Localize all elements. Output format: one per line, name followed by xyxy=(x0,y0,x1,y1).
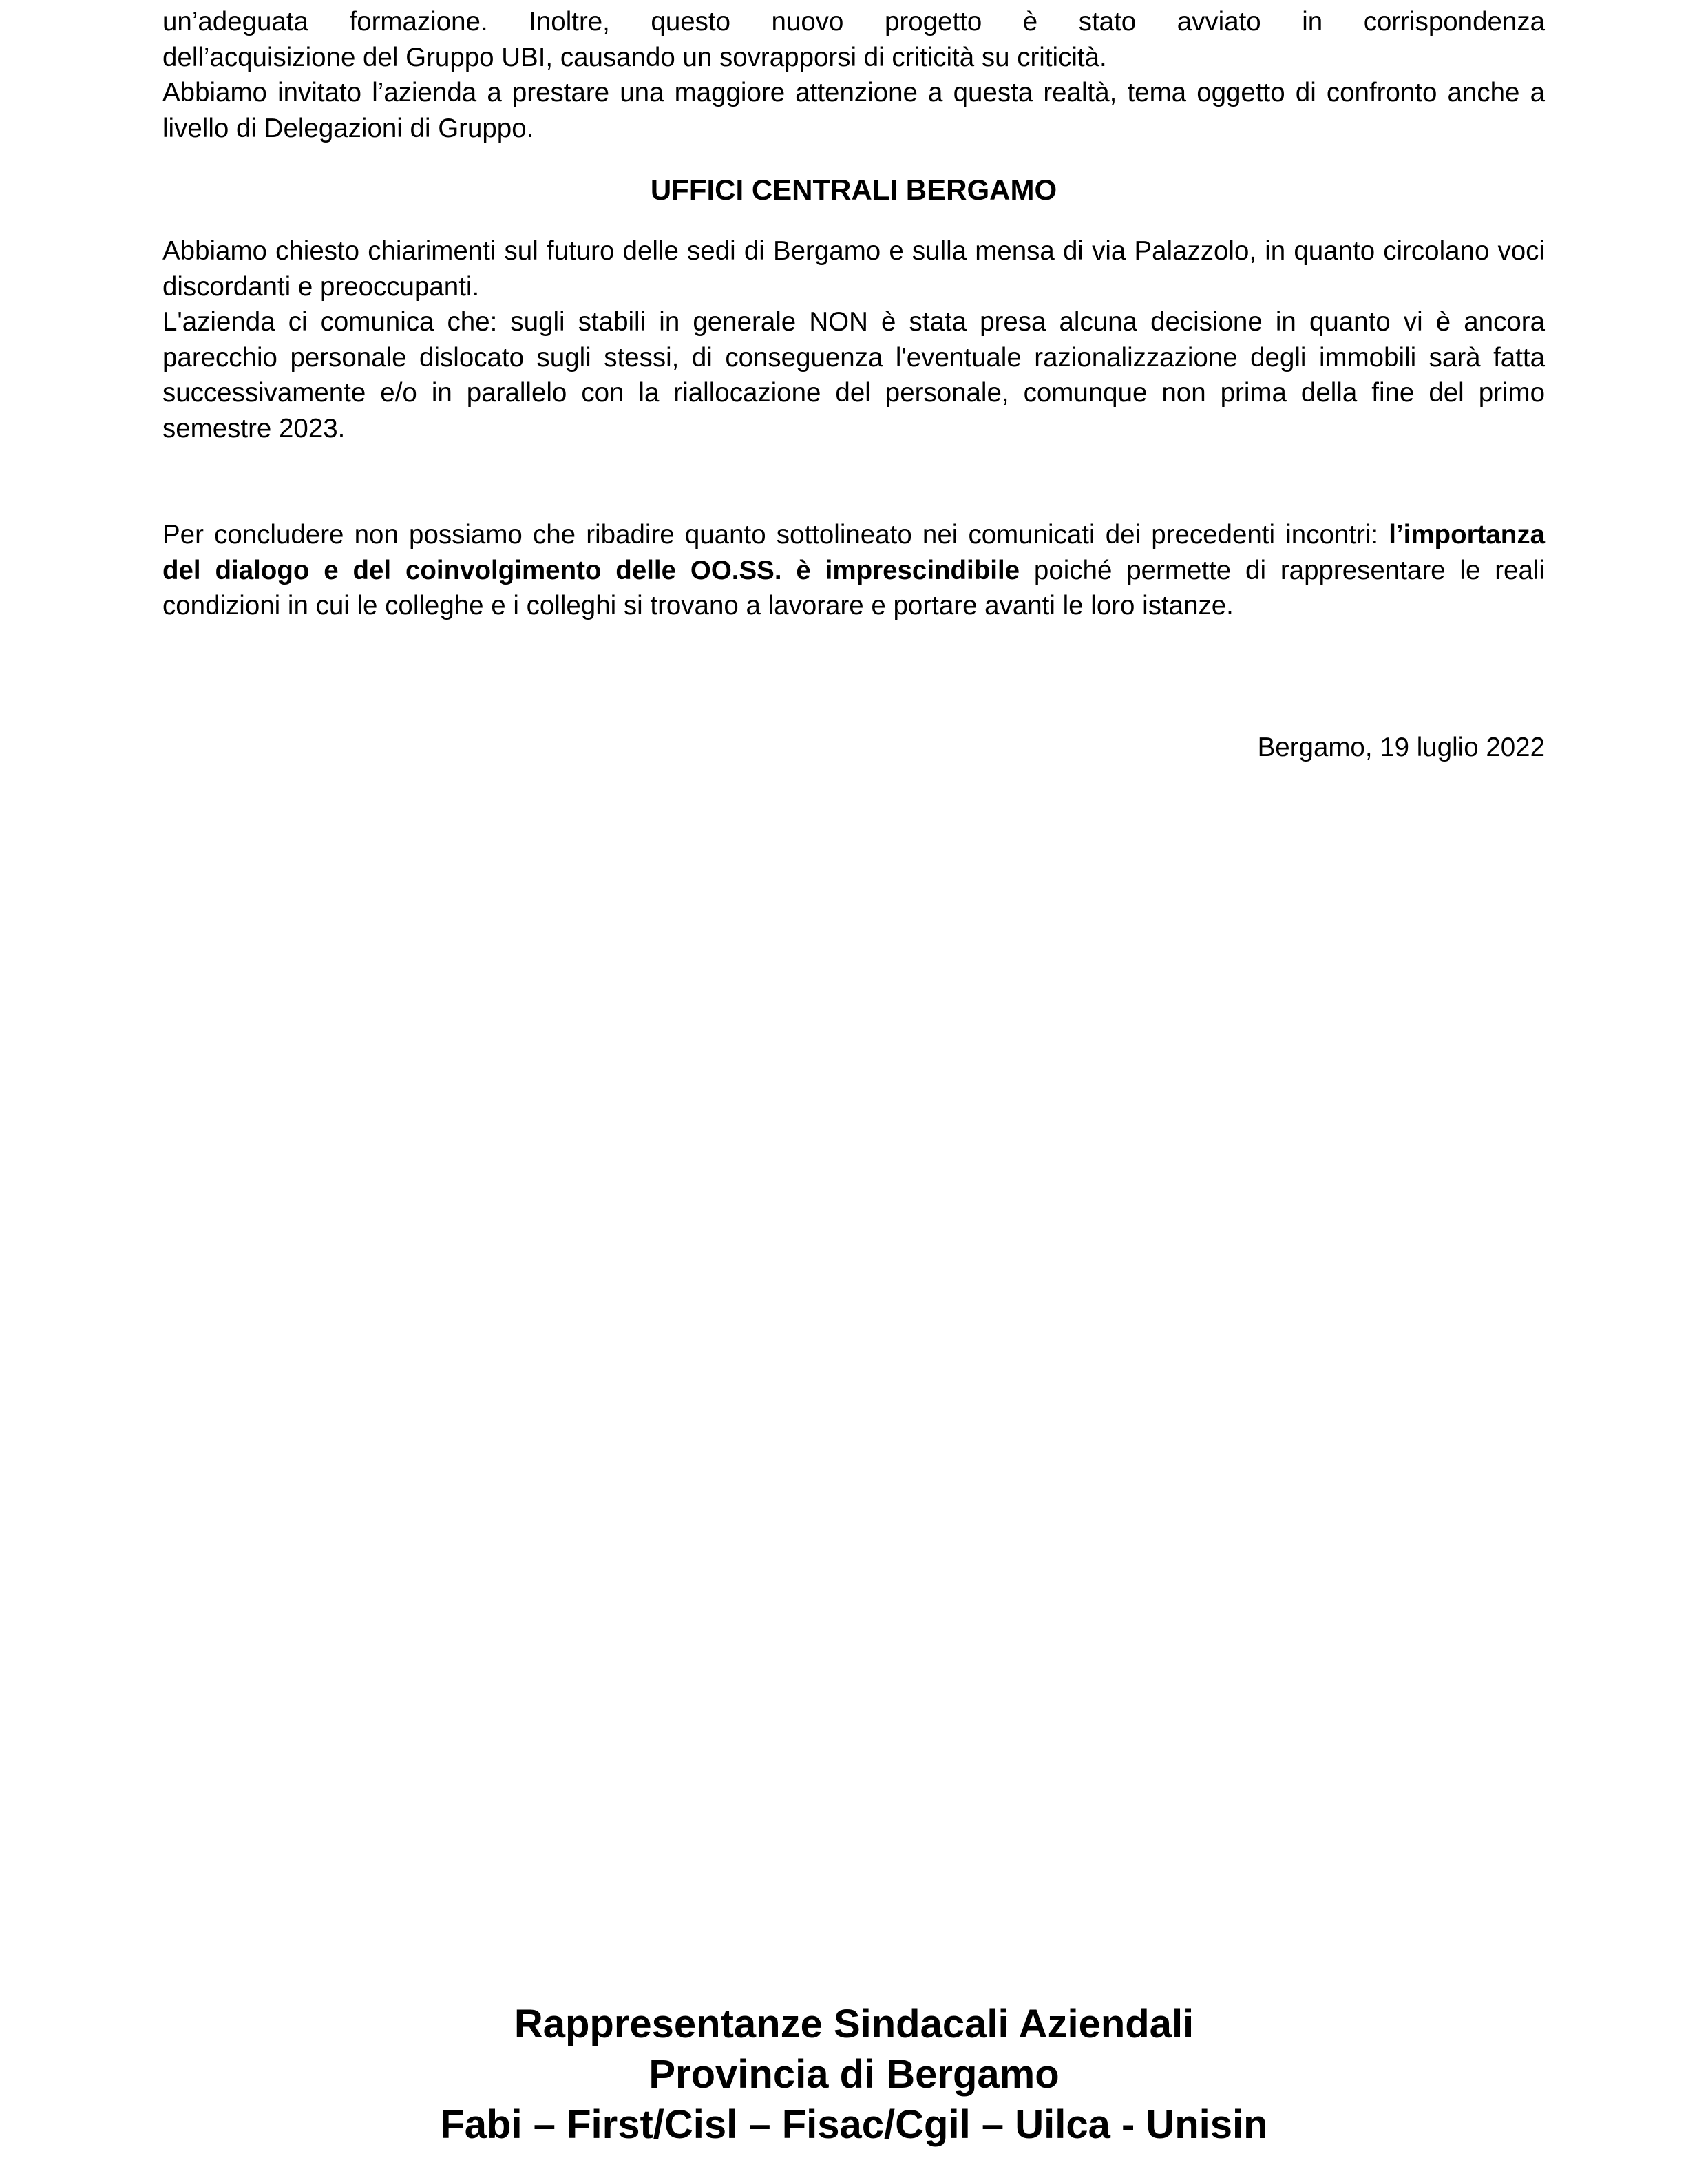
paragraph-conclusione xyxy=(162,517,1545,624)
footer-line-provincia: Provincia di Bergamo xyxy=(649,2052,1059,2097)
signature-footer xyxy=(0,1999,1708,2150)
footer-line-sindacati: Fabi – First/Cisl – Fisac/Cgil – Uilca - Unisin xyxy=(440,2102,1268,2147)
document-body xyxy=(162,4,1545,765)
footer-line-rsa: Rappresentanze Sindacali Aziendali xyxy=(514,2002,1194,2046)
conclusione-end: poiché permette di rappresentare le reali condizioni in cui le colleghe e i colleghi si trovano a lavorare e portare avanti le loro istanze. xyxy=(162,555,1545,620)
conclusione-start: Per concludere non possiamo che ribadire quanto sottolineato nei comunicati dei precedenti incontri: xyxy=(162,520,1389,549)
paragraph-formazione-line2: dell’acquisizione del Gruppo UBI, causando un sovrapporsi di criticità su criticità. xyxy=(162,42,1107,72)
section-title: UFFICI CENTRALI BERGAMO xyxy=(650,174,1057,206)
date-line: Bergamo, 19 luglio 2022 xyxy=(1257,732,1545,762)
conclusione-bold: l’importanza del dialogo e del coinvolgimento delle OO.SS. è imprescindibile xyxy=(162,520,1545,585)
paragraph-chiarimenti: Abbiamo chiesto chiarimenti sul futuro delle sedi di Bergamo e sulla mensa di via Palazzolo, in quanto circolano voci discordanti e preoccupanti. xyxy=(162,236,1545,302)
paragraph-formazione-line1: un’adeguata formazione. Inoltre, questo nuovo progetto è stato avviato in corrispondenza xyxy=(162,7,1545,36)
paragraph-attenzione: Abbiamo invitato l’azienda a prestare una maggiore attenzione a questa realtà, tema oggetto di confronto anche a livello di Delegazioni di Gruppo. xyxy=(162,78,1545,143)
paragraph-comunicazione: L'azienda ci comunica che: sugli stabili in generale NON è stata presa alcuna decisione in quanto vi è ancora parecchio personale dislocato sugli stessi, di conseguenza l'eventuale razionalizzazione degli immobili sarà fatta successivamente e/o in parallelo con la riallocazione del personale, comunque non prima della fine del primo semestre 2023. xyxy=(162,307,1545,443)
